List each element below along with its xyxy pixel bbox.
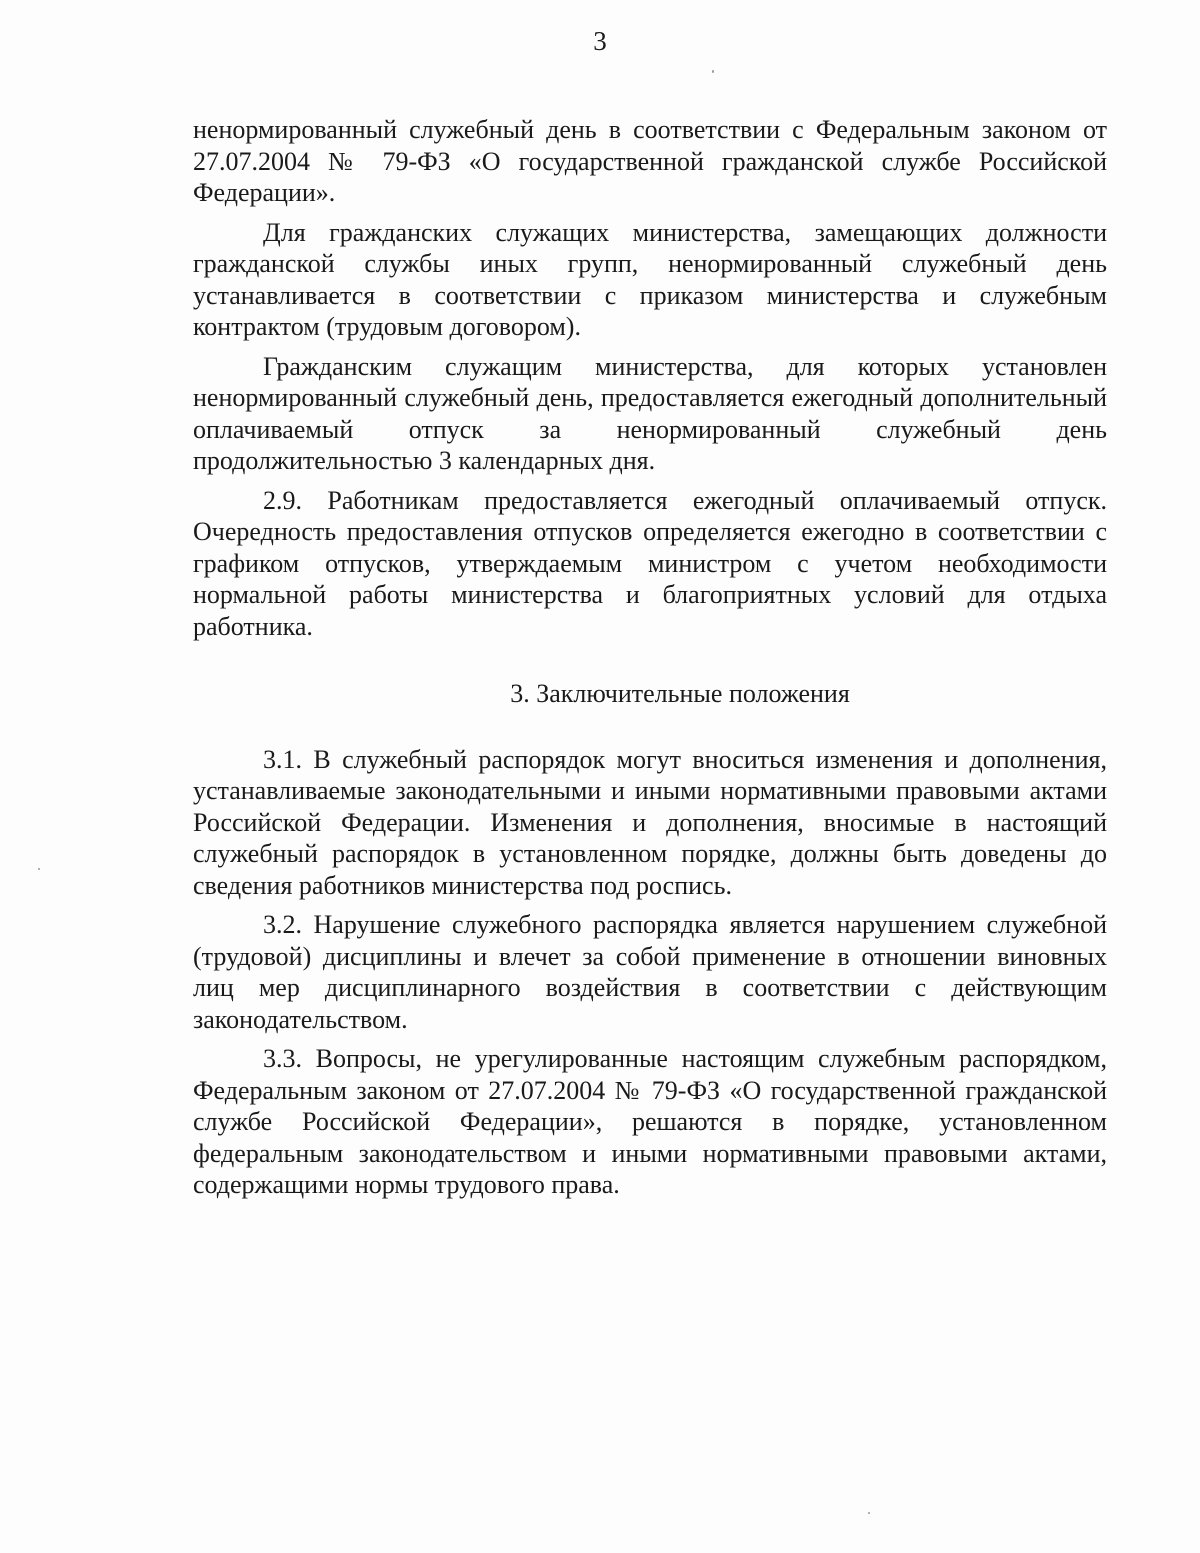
scan-speck [712, 70, 714, 73]
paragraph-additional-leave: Гражданским служащим министерства, для которых установлен ненормированный служебный день, предоставляется ежегодный дополнительный оплачиваемый отпуск за ненормированный служебный день продолжительностью 3 календарных дня. [193, 351, 1107, 475]
paragraph-3-2: 3.2. Нарушение служебного распорядка является нарушением служебной (трудовой) дисциплины и влечет за собой применение в отношении виновных лиц мер дисциплинарного воздействия в соответствии с действующим законодательством. [193, 910, 1107, 1034]
paragraph-other-groups: Для гражданских служащих министерства, замещающих должности гражданской службы иных групп, ненормированный служебный день устанавливается в соответствии с приказом министерства и служебным контрактом (трудовым договором). [193, 217, 1107, 341]
page-number: 3 [593, 26, 607, 56]
paragraph-2-9: 2.9. Работникам предоставляется ежегодный оплачиваемый отпуск. Очередность предоставления отпусков определяется ежегодно в соответствии с графиком отпусков, утверждаемым министром с учетом необходимости нормальной работы министерства и благоприятных условий для отдыха работника. [193, 485, 1107, 641]
scan-speck [868, 1512, 870, 1514]
section-heading: 3. Заключительные положения [510, 679, 850, 708]
paragraph-continuation: ненормированный служебный день в соответствии с Федеральным законом от 27.07.2004 № 79-ФЗ «О государственной гражданской службе Российской Федерации». [193, 115, 1107, 207]
scan-speck [38, 868, 40, 870]
document-body [193, 114, 1107, 1201]
paragraph-3-1: 3.1. В служебный распорядок могут вноситься изменения и дополнения, устанавливаемые законодательными и иными нормативными правовыми актами Российской Федерации. Изменения и дополнения, вносимые в настоящий служебный распорядок в установленном порядке, должны быть доведены до сведения работников министерства под роспись. [193, 744, 1107, 900]
paragraph-3-3: 3.3. Вопросы, не урегулированные настоящим служебным распорядком, Федеральным законом от 27.07.2004 № 79-ФЗ «О государственной гражданской службе Российской Федерации», решаются в порядке, установленном федеральным законодательством и иными нормативными правовыми актами, содержащими нормы трудового права. [193, 1044, 1107, 1199]
